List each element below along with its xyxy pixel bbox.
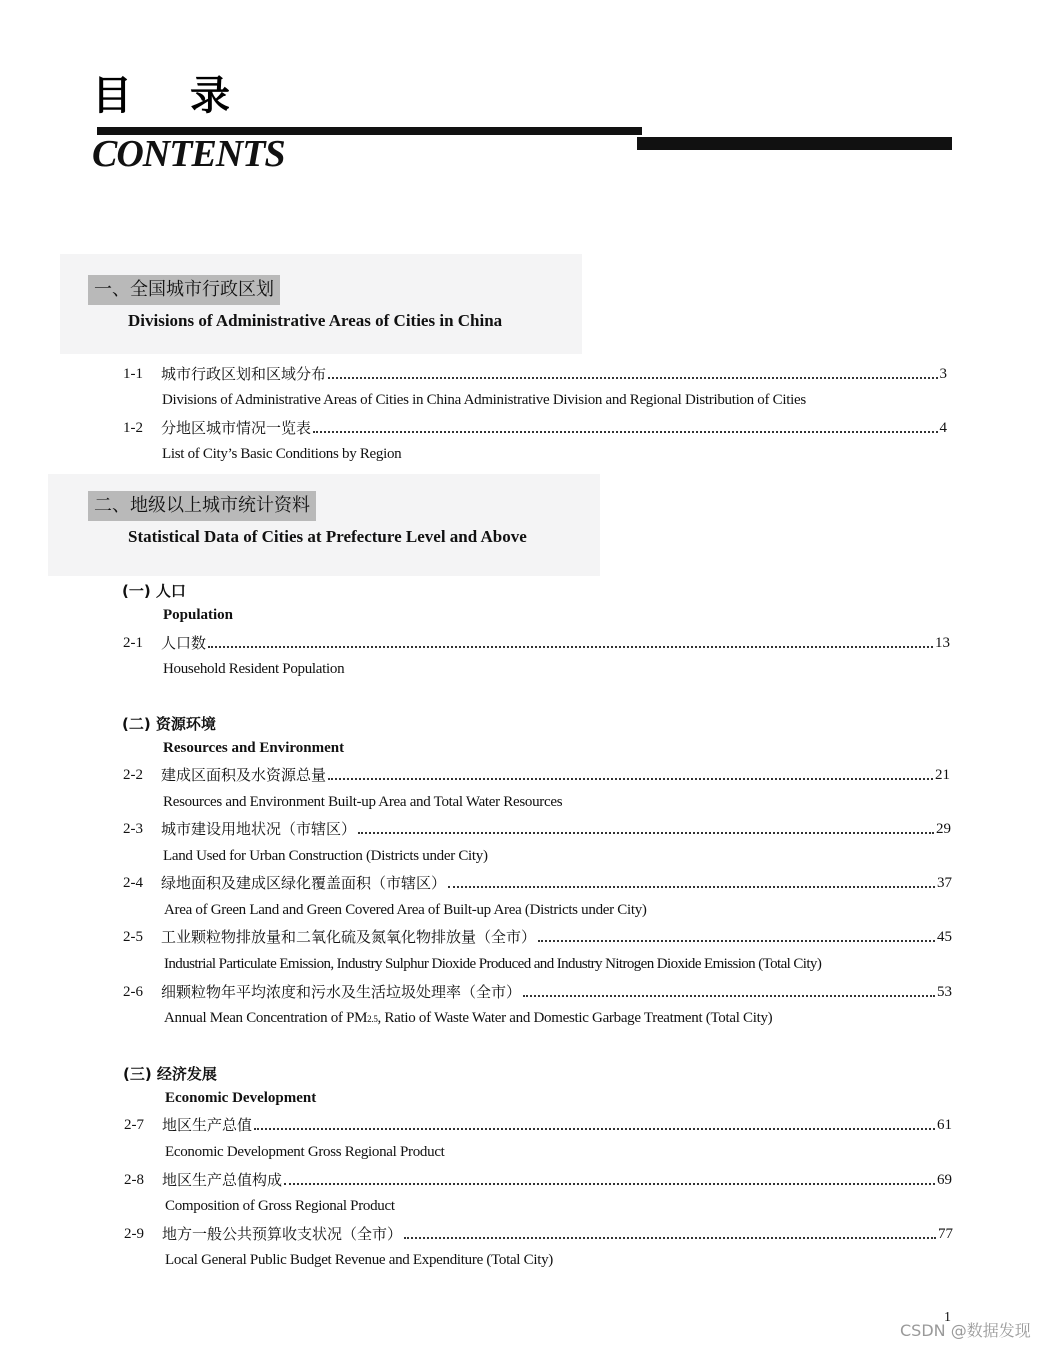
entry-title-en: Area of Green Land and Green Covered Area of Built-up Area (Districts under City) (164, 902, 647, 918)
page-title-en: CONTENTS (92, 133, 285, 175)
entry-title-en: Divisions of Administrative Areas of Cities in China Administrative Division and Regional Distribution of Cities (162, 392, 806, 408)
leader-dots (328, 778, 933, 780)
leader-dots (284, 1183, 935, 1185)
entry-title-zh: 城市建设用地状况（市辖区） (161, 820, 357, 838)
entry-title-en: Land Used for Urban Construction (Districts under City) (163, 848, 488, 864)
entry-page: 3 (939, 366, 947, 382)
subsection-economy-en: Economic Development (165, 1090, 317, 1106)
entry-page: 69 (937, 1172, 952, 1188)
entry-title-en-part2: , Ratio of Waste Water and Domestic Garbage Treatment (Total City) (377, 1010, 773, 1026)
entry-title-zh: 地区生产总值构成 (162, 1171, 283, 1189)
leader-dots (404, 1237, 936, 1239)
entry-number: 2-8 (124, 1172, 144, 1188)
entry-page: 77 (938, 1226, 953, 1242)
header-rule-right (637, 137, 952, 150)
entry-number: 2-3 (123, 821, 143, 837)
leader-dots (208, 646, 933, 648)
leader-dots (313, 431, 937, 433)
subsection-population-en: Population (163, 607, 234, 623)
leader-dots (254, 1128, 935, 1130)
entry-title-en: Resources and Environment Built-up Area and Total Water Resources (163, 794, 563, 810)
entry-number: 2-4 (123, 875, 143, 891)
entry-number: 1-1 (123, 366, 143, 382)
entry-title-en: Household Resident Population (163, 661, 345, 677)
toc-entry-2-2[interactable] (123, 765, 950, 785)
entry-number: 1-2 (123, 420, 143, 436)
section-1-label: 一、全国城市行政区划 (88, 275, 280, 305)
leader-dots (538, 940, 935, 942)
leader-dots (328, 377, 937, 379)
entry-title-en: Composition of Gross Regional Product (165, 1198, 395, 1214)
entry-title-en: Local General Public Budget Revenue and Expenditure (Total City) (165, 1252, 553, 1268)
entry-title-en (164, 1010, 772, 1027)
entry-title-en: List of City’s Basic Conditions by Region (162, 446, 402, 462)
entry-page: 21 (935, 767, 950, 783)
toc-entry-2-4[interactable] (123, 873, 952, 893)
subsection-resources-zh: (二) 资源环境 (122, 715, 216, 733)
entry-number: 2-2 (123, 767, 143, 783)
toc-entry-2-9[interactable] (124, 1224, 953, 1244)
section-1-title-en: Divisions of Administrative Areas of Cities in China (128, 311, 503, 330)
entry-page: 61 (937, 1117, 952, 1133)
toc-entry-2-6[interactable] (123, 982, 952, 1002)
entry-title-zh: 建成区面积及水资源总量 (161, 766, 327, 784)
leader-dots (358, 832, 934, 834)
toc-entry-2-1[interactable] (123, 633, 950, 653)
entry-title-zh: 城市行政区划和区域分布 (161, 365, 327, 383)
entry-page: 45 (937, 929, 952, 945)
page-title-zh: 目录 (92, 73, 288, 119)
entry-title-en-part1: Annual Mean Concentration of PM (164, 1010, 368, 1026)
entry-title-zh: 细颗粒物年平均浓度和污水及生活垃圾处理率（全市） (161, 983, 522, 1001)
entry-title-zh: 绿地面积及建成区绿化覆盖面积（市辖区） (161, 874, 447, 892)
entry-page: 37 (937, 875, 952, 891)
entry-title-zh: 分地区城市情况一览表 (161, 419, 312, 437)
toc-entry-1-2[interactable] (123, 418, 947, 438)
entry-title-zh: 地方一般公共预算收支状况（全市） (162, 1225, 403, 1243)
entry-number: 2-7 (124, 1117, 144, 1133)
entry-title-en: Economic Development Gross Regional Product (165, 1144, 445, 1160)
entry-title-zh: 地区生产总值 (162, 1116, 253, 1134)
toc-entry-2-3[interactable] (123, 819, 951, 839)
pm25-subscript: 2.5 (367, 1014, 378, 1024)
toc-entry-1-1[interactable] (123, 364, 947, 384)
toc-entry-2-8[interactable] (124, 1170, 952, 1190)
subsection-resources-en: Resources and Environment (163, 740, 345, 756)
toc-entry-2-7[interactable] (124, 1115, 952, 1135)
watermark: CSDN @数据发现 (900, 1321, 1031, 1340)
entry-title-en: Industrial Particulate Emission, Industry Sulphur Dioxide Produced and Industry Nitrogen Dioxide Emission (Total City) (164, 956, 822, 972)
page-number: 1 (944, 1310, 951, 1325)
leader-dots (523, 995, 935, 997)
entry-number: 2-1 (123, 635, 143, 651)
subsection-economy-zh: (三) 经济发展 (123, 1065, 217, 1083)
entry-page: 13 (935, 635, 950, 651)
entry-page: 53 (937, 984, 952, 1000)
entry-page: 29 (936, 821, 951, 837)
section-2-band (48, 474, 600, 576)
entry-number: 2-9 (124, 1226, 144, 1242)
entry-title-zh: 工业颗粒物排放量和二氧化硫及氮氧化物排放量（全市） (161, 928, 537, 946)
entry-number: 2-6 (123, 984, 143, 1000)
toc-entry-2-5[interactable] (123, 927, 952, 947)
leader-dots (448, 886, 935, 888)
entry-page: 4 (939, 420, 947, 436)
subsection-population-zh: (一) 人口 (122, 582, 186, 600)
section-2-title-en: Statistical Data of Cities at Prefecture Level and Above (128, 527, 527, 546)
section-2-label: 二、地级以上城市统计资料 (88, 491, 316, 521)
entry-title-zh: 人口数 (161, 634, 207, 652)
entry-number: 2-5 (123, 929, 143, 945)
